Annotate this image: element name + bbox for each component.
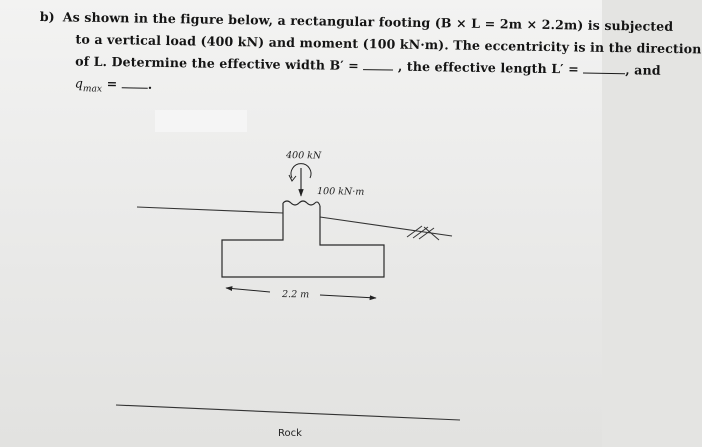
- dimension-arrow-right: [320, 295, 376, 298]
- problem-text-3a: of L. Determine the effective width B′ =: [75, 53, 360, 74]
- problem-text-3c: , and: [625, 62, 661, 78]
- dimension-arrow-left: [226, 288, 270, 292]
- part-label: b): [39, 8, 55, 25]
- footing-outline: [222, 203, 384, 277]
- ground-line-left: [137, 207, 283, 213]
- column-break-line: [283, 201, 320, 206]
- qmax-symbol: $q_{max}$: [74, 75, 103, 95]
- moment-label: 100 kN·m: [316, 186, 365, 198]
- problem-text-4c: .: [147, 76, 153, 92]
- dimension-label: 2.2 m: [281, 289, 310, 301]
- rock-label: Rock: [278, 428, 302, 439]
- moment-arrow-icon: [289, 175, 296, 181]
- problem-text-1: As shown in the figure below, a rectangular footing (B × L = 2m × 2.2m) is subjected: [62, 9, 674, 34]
- rock-line: [116, 405, 460, 420]
- ground-line-right: [320, 217, 452, 236]
- load-label: 400 kN: [285, 150, 322, 162]
- problem-text-3b: , the effective length L′ =: [397, 58, 579, 77]
- problem-text-4b: =: [102, 75, 118, 92]
- problem-text-2: to a vertical load (400 kN) and moment (100 kN·m). The eccentricity is in the direction: [75, 31, 702, 57]
